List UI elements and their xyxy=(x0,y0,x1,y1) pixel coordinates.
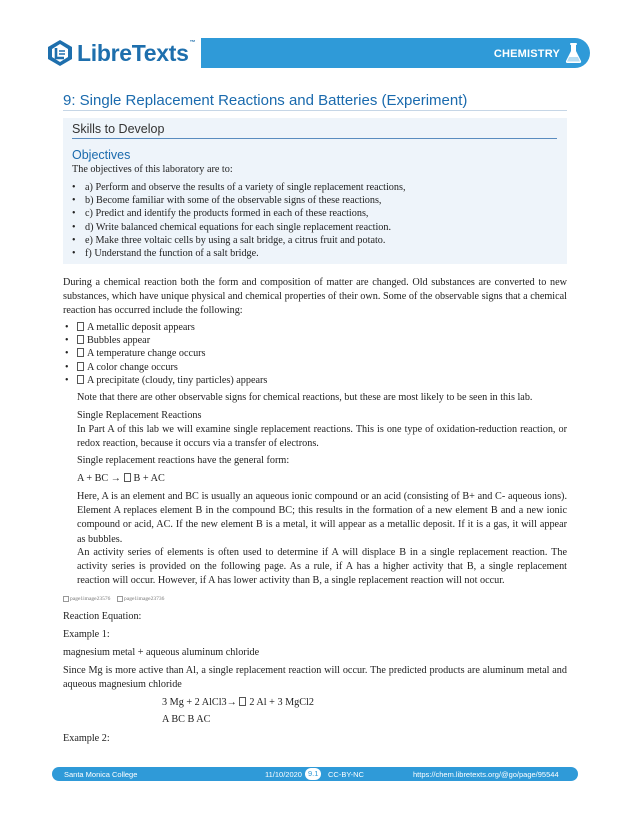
flask-icon xyxy=(565,42,582,64)
missing-glyph-icon xyxy=(124,473,131,482)
missing-glyph-icon xyxy=(239,697,246,706)
footer-url[interactable]: https://chem.libretexts.org/@go/page/95544 xyxy=(413,770,559,779)
skills-heading: Skills to Develop xyxy=(72,122,165,136)
example2-label: Example 2: xyxy=(63,733,110,744)
objectives-intro: The objectives of this laboratory are to: xyxy=(72,164,233,175)
checkbox-glyph-icon xyxy=(77,375,84,384)
title-divider xyxy=(63,110,567,111)
list-item: • a) Perform and observe the results of a variety of single replacement reactions, xyxy=(72,181,406,194)
skills-divider xyxy=(72,138,557,139)
example1-equation: 3 Mg + 2 AlCl3→ 2 Al + 3 MgCl2 xyxy=(162,697,314,708)
objectives-heading: Objectives xyxy=(72,148,131,162)
equation-labels: A BC B AC xyxy=(162,714,211,725)
example1-text: magnesium metal + aqueous aluminum chloride xyxy=(63,647,260,658)
libretexts-logo-icon xyxy=(46,39,74,67)
footer-page-number: 9.1 xyxy=(305,768,321,780)
list-item: • b) Become familiar with some of the observable signs of these reactions, xyxy=(72,194,406,207)
libretexts-logo[interactable] xyxy=(46,36,201,70)
image-placeholder: page1image23576 xyxy=(63,596,110,602)
list-item: • c) Predict and identify the products formed in each of these reactions, xyxy=(72,207,406,220)
subject-label[interactable]: CHEMISTRY xyxy=(493,48,560,60)
footer-date: 11/10/2020 xyxy=(265,770,302,779)
list-item: • A precipitate (cloudy, tiny particles) appears xyxy=(63,374,267,387)
checkbox-glyph-icon xyxy=(77,322,84,331)
general-form-intro: Single replacement reactions have the general form: xyxy=(77,455,290,466)
list-item: • A temperature change occurs xyxy=(63,347,267,360)
logo-wordmark: LibreTexts™ xyxy=(77,39,196,66)
broken-image-icon xyxy=(63,596,69,602)
checkbox-glyph-icon xyxy=(77,362,84,371)
header xyxy=(38,36,590,70)
example1-explain: Since Mg is more active than Al, a single replacement reaction will occur. The predicted products are aluminum metal and aqueous magnesium chloride xyxy=(63,665,567,691)
reaction-equation-label: Reaction Equation: xyxy=(63,611,142,622)
checkbox-glyph-icon xyxy=(77,348,84,357)
skills-box xyxy=(63,118,567,264)
observable-signs-list xyxy=(63,321,267,387)
intro-paragraph: During a chemical reaction both the form and composition of matter are changed. Old substances are converted to new substances, which have unique physical and chemical properties of their own. Some of the observable signs that a chemical reaction has occurred include the following: xyxy=(63,277,567,317)
activity-paragraph: An activity series of elements is often used to determine if A will displace B in a single replacement reaction. The activity series is provided on the following page. As a rule, if A has a higher activity that B, a single replacement reaction will occur. However, if A has lower activity than B, a single replacement reaction will not occur. xyxy=(77,547,567,587)
footer xyxy=(52,767,578,781)
explain-paragraph: Here, A is an element and BC is usually an aqueous ionic compound or an acid (consisting of B+ and C- aqueous ions). Element A replaces element B in the compound BC; this results in the formation of a new element B and a new ionic compound or acid, AC. If the new element B is a metal, it will appear as a metallic deposit. If it is a gas, it will appear as bubbles. xyxy=(77,491,567,545)
image-placeholder: page1image23736 xyxy=(117,596,164,602)
note-paragraph: Note that there are other observable signs for chemical reactions, but these are most likely to be seen in this lab. xyxy=(77,392,533,403)
list-item: • A metallic deposit appears xyxy=(63,321,267,334)
list-item: • A color change occurs xyxy=(63,361,267,374)
list-item: • Bubbles appear xyxy=(63,334,267,347)
srr-paragraph: In Part A of this lab we will examine single replacement reactions. This is one type of oxidation-reduction reaction, or redox reaction, because it occurs via a transfer of electrons. xyxy=(77,424,567,450)
list-item: • f) Understand the function of a salt bridge. xyxy=(72,247,406,260)
page-title: 9: Single Replacement Reactions and Batteries (Experiment) xyxy=(63,92,468,109)
footer-license: CC-BY-NC xyxy=(328,770,364,779)
list-item: • d) Write balanced chemical equations for each single replacement reaction. xyxy=(72,221,406,234)
broken-image-icon xyxy=(117,596,123,602)
srr-heading: Single Replacement Reactions xyxy=(77,410,202,421)
objectives-list xyxy=(72,181,406,260)
general-form-equation: A + BC → B + AC xyxy=(77,473,165,484)
list-item: • e) Make three voltaic cells by using a salt bridge, a citrus fruit and potato. xyxy=(72,234,406,247)
example1-label: Example 1: xyxy=(63,629,110,640)
footer-college: Santa Monica College xyxy=(64,770,138,779)
checkbox-glyph-icon xyxy=(77,335,84,344)
